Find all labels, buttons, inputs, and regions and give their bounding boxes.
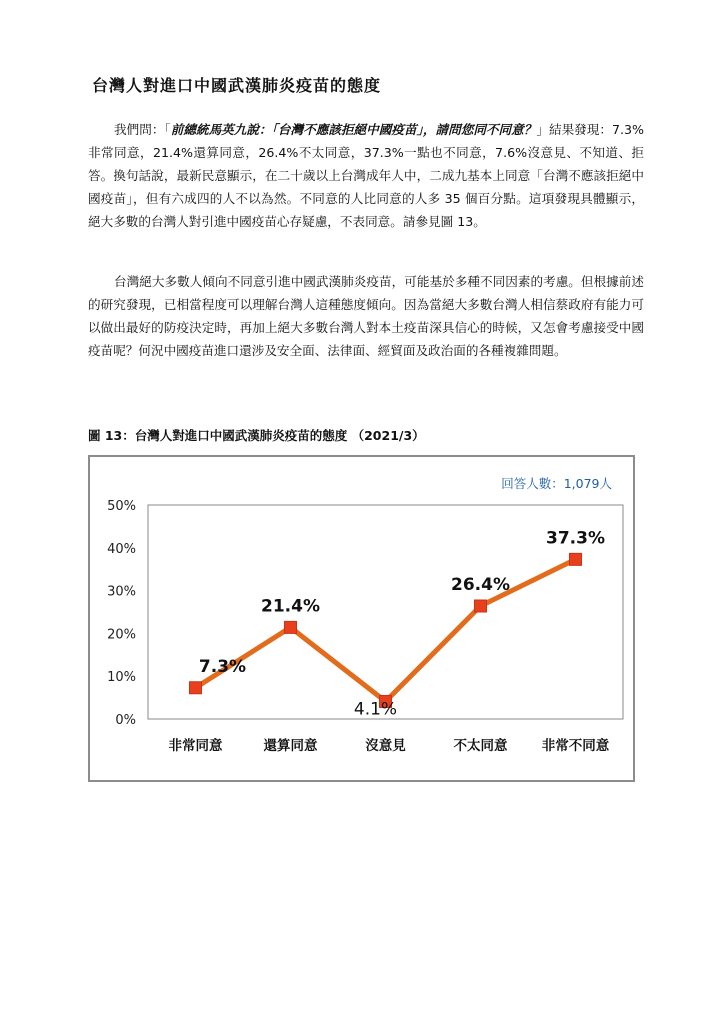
y-tick-label: 50% (107, 499, 136, 514)
y-tick-label: 20% (107, 627, 136, 643)
y-tick-label: 30% (107, 584, 136, 600)
y-tick-label: 40% (107, 541, 136, 557)
data-label: 4.1% (353, 699, 398, 720)
data-point-marker (570, 553, 582, 565)
result-text: 」結果發現：7.3%非常同意，21.4%還算同意，26.4%不太同意，37.3%一點也不同意，7.6%沒意見、不知道、拒答。換句話說，最新民意顯示，在二十歲以上台灣成年人中，二成九基本上同意「台灣不應該拒絕中國疫苗」，但有六成四的人不以為然。不同意的人比同意的人多 35 個百分點。這項發現具體顯示，絕大多數的台灣人對引進中國疫苗心存疑慮，不表同意。請參見圖 13。 (88, 122, 644, 229)
series-line (196, 559, 576, 701)
page-title: 台灣人對進口中國武漢肺炎疫苗的態度 (92, 76, 382, 95)
data-point-marker (475, 600, 487, 612)
chart-frame (88, 455, 635, 782)
sample-size-note: 回答人數：1,079人 (501, 476, 612, 491)
line-chart (90, 457, 633, 780)
x-category-label: 不太同意 (453, 738, 508, 754)
figure-caption: 圖 13：台灣人對進口中國武漢肺炎疫苗的態度 （2021/3） (88, 428, 425, 443)
paragraph-analysis (88, 270, 644, 362)
y-tick-label: 10% (107, 670, 136, 686)
x-category-label: 非常同意 (168, 738, 223, 754)
question-lead: 我們問：「 (114, 122, 171, 137)
data-label: 37.3% (546, 528, 605, 549)
data-point-marker (285, 621, 297, 633)
x-category-label: 沒意見 (365, 738, 406, 754)
x-category-label: 非常不同意 (541, 738, 610, 754)
data-point-marker (190, 682, 202, 694)
data-label: 7.3% (198, 656, 247, 677)
paragraph-survey-question (88, 118, 644, 233)
question-text: 前總統馬英九說：「台灣不應該拒絕中國疫苗」，請問您同不同意？ (170, 122, 537, 137)
data-label: 26.4% (451, 575, 510, 596)
analysis-text: 台灣絕大多數人傾向不同意引進中國武漢肺炎疫苗，可能基於多種不同因素的考慮。但根據前述的研究發現，已相當程度可以理解台灣人這種態度傾向。因為當絕大多數台灣人相信蔡政府有能力可以做出最好的防疫決定時，再加上絕大多數台灣人對本土疫苗深具信心的時候，又怎會考慮接受中國疫苗呢？何況中國疫苗進口還涉及安全面、法律面、經貿面及政治面的各種複雜問題。 (88, 274, 644, 358)
x-category-label: 還算同意 (263, 738, 318, 754)
data-label: 21.4% (261, 596, 320, 617)
y-tick-label: 0% (115, 713, 136, 728)
